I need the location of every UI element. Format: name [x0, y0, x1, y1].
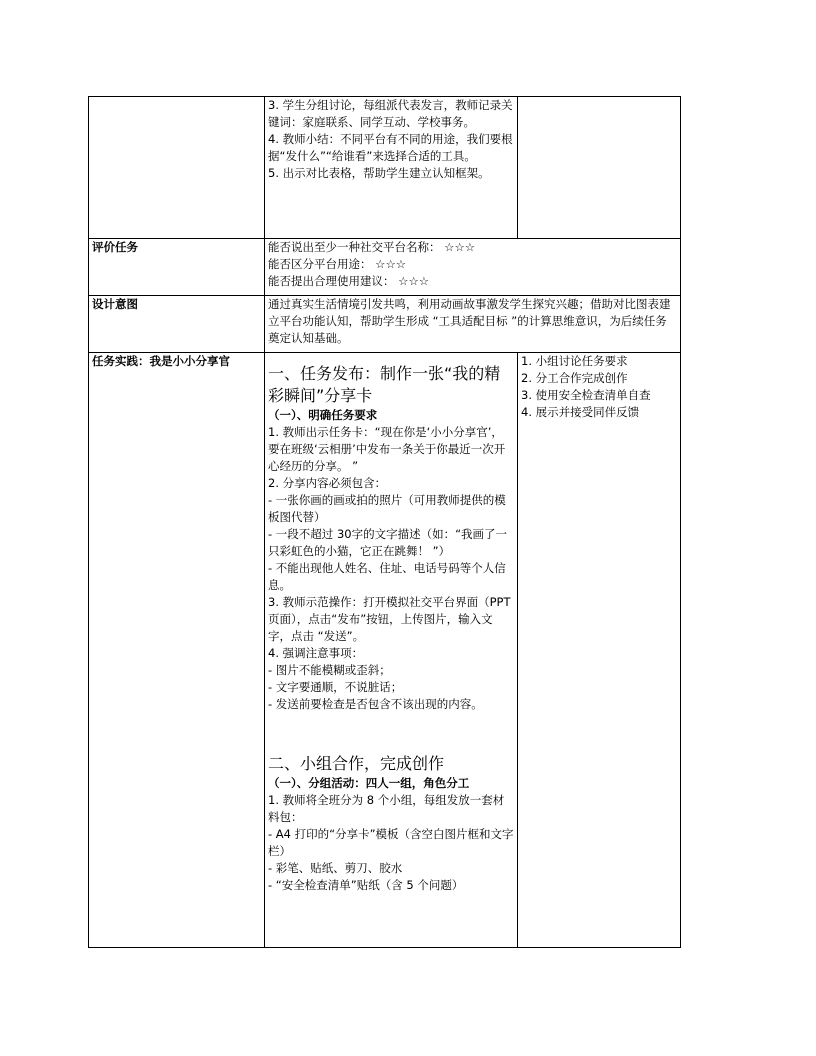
evaluation-line: 能否区分平台用途： ☆☆☆ — [268, 257, 407, 271]
task-line: - 一段不超过 30字的文字描述（如：“我画了一只彩虹色的小猫，它正在跳舞！ ”） — [268, 527, 508, 558]
task-line: 2. 分享内容必须包含： — [268, 476, 387, 490]
task-line: 4. 强调注意事项： — [268, 646, 364, 660]
task-line: - “安全检查清单”贴纸（含 5 个问题） — [268, 878, 464, 892]
task-line: - A4 打印的“分享卡”模板（含空白图片框和文字栏） — [268, 827, 514, 858]
student-step: 4. 展示并接受同伴反馈 — [521, 405, 640, 419]
table-row — [89, 296, 681, 353]
task-line: 1. 教师将全班分为 8 个小组，每组发放一套材料包： — [268, 793, 505, 824]
evaluation-line: 能否提出合理使用建议： ☆☆☆ — [268, 274, 430, 288]
activity-line: 5. 出示对比表格，帮助学生建立认知框架。 — [268, 166, 490, 180]
table-row — [89, 353, 681, 948]
table-row — [89, 97, 681, 239]
task-line: - 一张你画的画或拍的照片（可用教师提供的模板图代替） — [268, 493, 506, 524]
activity-line: 3. 学生分组讨论，每组派代表发言，教师记录关键词：家庭联系、同学互动、学校事务。 — [268, 98, 513, 129]
subsection-heading: （一）、分组活动：四人一组，角色分工 — [268, 776, 470, 790]
task-line: - 图片不能模糊或歪斜； — [268, 663, 391, 677]
section-heading: 二、小组合作，完成创作 — [268, 754, 445, 773]
evaluation-line: 能否说出至少一种社交平台名称： ☆☆☆ — [268, 240, 476, 254]
task-line: - 彩笔、贴纸、剪刀、胶水 — [268, 861, 403, 875]
design-intent-text: 通过真实生活情境引发共鸣，利用动画故事激发学生探究兴趣；借助对比图表建立平台功能认知，帮助学生形成 “工具适配目标 ”的计算思维意识，为后续任务奠定认知基础。 — [265, 296, 681, 353]
task-line: 1. 教师出示任务卡：“现在你是‘小小分享官’，要在班级‘云相册’中发布一条关于你最近一次开心经历的分享。 ” — [268, 425, 506, 473]
task-line: - 发送前要检查是否包含不该出现的内容。 — [268, 697, 483, 711]
activity-line: 4. 教师小结：不同平台有不同的用途，我们要根据“发什么”“给谁看”来选择合适的工具。 — [268, 132, 513, 163]
label-cell-empty — [89, 97, 265, 239]
student-step: 2. 分工合作完成创作 — [521, 371, 628, 385]
lesson-plan-table — [88, 96, 681, 948]
task-line: 3. 教师示范操作：打开模拟社交平台界面（PPT页面），点击“发布”按钮，上传图片，输入文字，点击 “发送”。 — [268, 595, 511, 643]
student-step: 3. 使用安全检查清单自查 — [521, 388, 651, 402]
activity-cell — [265, 97, 518, 239]
student-activity-cell — [518, 353, 681, 948]
table-row — [89, 239, 681, 296]
row-label-task-practice: 任务实践：我是小小分享官 — [89, 353, 265, 948]
task-line: - 不能出现他人姓名、住址、电话号码等个人信息。 — [268, 561, 506, 592]
student-step: 1. 小组讨论任务要求 — [521, 354, 628, 368]
task-line: - 文字要通顺，不说脏话； — [268, 680, 403, 694]
task-activity-cell — [265, 353, 518, 948]
row-label-design-intent: 设计意图 — [89, 296, 265, 353]
subsection-heading: （一）、明确任务要求 — [268, 408, 378, 422]
evaluation-cell — [265, 239, 681, 296]
section-heading: 一、任务发布：制作一张“我的精彩瞬间”分享卡 — [268, 364, 501, 405]
student-cell-empty — [518, 97, 681, 239]
row-label-evaluation: 评价任务 — [89, 239, 265, 296]
